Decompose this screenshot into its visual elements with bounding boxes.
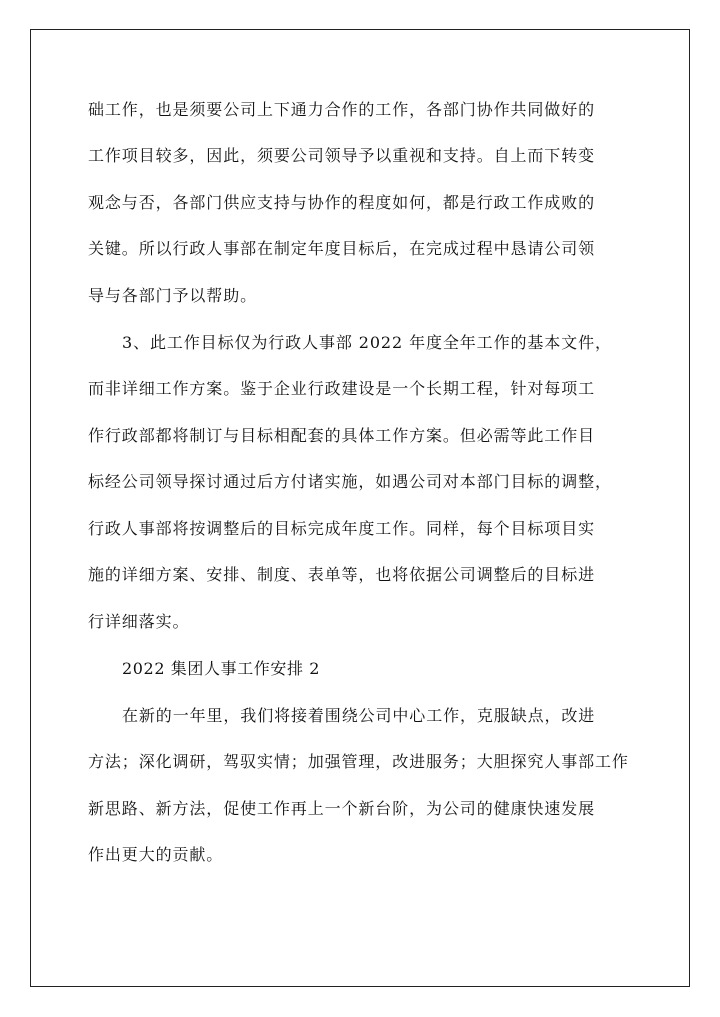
paragraph-line: 行政人事部将按调整后的目标完成年度工作。同样，每个目标项目实 [88,519,596,538]
paragraph-line: 观念与否，各部门供应支持与协作的程度如何，都是行政工作成败的 [88,193,596,212]
paragraph-line: 作行政部都将制订与目标相配套的具体工作方案。但必需等此工作目 [88,426,596,445]
paragraph-line: 关键。所以行政人事部在制定年度目标后，在完成过程中恳请公司领 [88,239,596,258]
paragraph-line: 行详细落实。 [88,612,190,631]
paragraph-line: 导与各部门予以帮助。 [88,286,258,305]
section-heading: 2022 集团人事工作安排 2 [122,659,321,678]
paragraph-line: 施的详细方案、安排、制度、表单等，也将依据公司调整后的目标进 [88,565,596,584]
paragraph-line: 标经公司领导探讨通过后方付诸实施，如遇公司对本部门目标的调整， [88,472,612,491]
paragraph-line: 3、此工作目标仅为行政人事部 2022 年度全年工作的基本文件， [122,333,612,352]
paragraph-line: 方法；深化调研，驾驭实情；加强管理，改进服务；大胆探究人事部工作 [88,752,629,771]
paragraph-line: 新思路、新方法，促使工作再上一个新台阶，为公司的健康快速发展 [88,799,596,818]
paragraph-line: 础工作，也是须要公司上下通力合作的工作，各部门协作共同做好的 [88,100,596,119]
paragraph-line: 作出更大的贡献。 [88,845,224,864]
paragraph-line: 工作项目较多，因此，须要公司领导予以重视和支持。自上而下转变 [88,146,596,165]
paragraph-line: 而非详细工作方案。鉴于企业行政建设是一个长期工程，针对每项工 [88,379,596,398]
paragraph-line: 在新的一年里，我们将接着围绕公司中心工作，克服缺点，改进 [122,706,596,725]
